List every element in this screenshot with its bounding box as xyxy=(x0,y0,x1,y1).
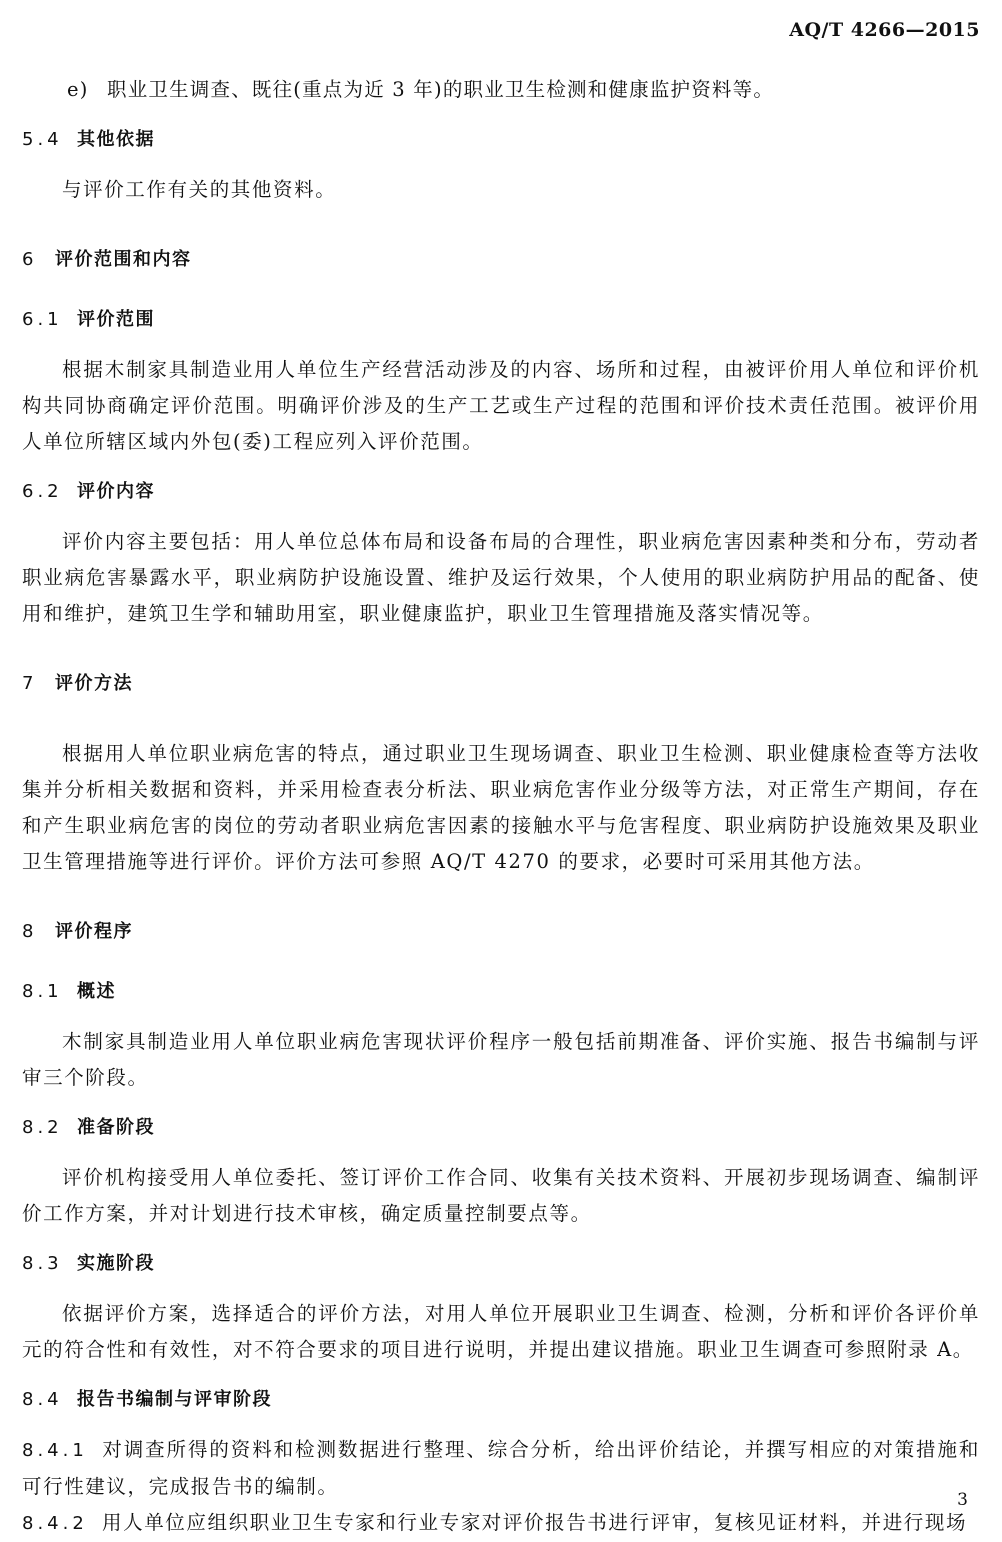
section-number: 5.4 xyxy=(22,129,63,150)
section-number: 8.3 xyxy=(22,1253,63,1274)
paragraph-7: 根据用人单位职业病危害的特点，通过职业卫生现场调查、职业卫生检测、职业健康检查等方法收集并分析相关数据和资料，并采用检查表分析法、职业病危害作业分级等方法，对正常生产期间，存在和产生职业病危害的岗位的劳动者职业病危害因素的接触水平与危害程度、职业病防护设施效果及职业卫生管理措施等进行评价。评价方法可参照 AQ/T 4270 的要求，必要时可采用其他方法。 xyxy=(22,742,980,873)
section-number: 6 xyxy=(22,249,38,270)
paragraph-8-3: 依据评价方案，选择适合的评价方法，对用人单位开展职业卫生调查、检测，分析和评价各评价单元的符合性和有效性，对不符合要求的项目进行说明，并提出建议措施。职业卫生调查可参照附录 A。 xyxy=(22,1302,980,1361)
clause-text: 用人单位应组织职业卫生专家和行业专家对评价报告书进行评审，复核见证材料，并进行现场 xyxy=(102,1511,968,1534)
section-title: 实施阶段 xyxy=(77,1253,155,1274)
standard-code-header: AQ/T 4266—2015 xyxy=(789,19,980,41)
section-heading-6-1 xyxy=(22,302,980,338)
section-title: 评价程序 xyxy=(55,921,133,942)
paragraph-6-2: 评价内容主要包括：用人单位总体布局和设备布局的合理性，职业病危害因素种类和分布，劳动者职业病危害暴露水平，职业病防护设施设置、维护及运行效果，个人使用的职业病防护用品的配备、使用和维护，建筑卫生学和辅助用室，职业健康监护，职业卫生管理措施及落实情况等。 xyxy=(22,530,980,625)
section-number: 8.4 xyxy=(22,1389,63,1410)
list-item-e xyxy=(22,72,980,108)
section-title: 评价方法 xyxy=(55,673,133,694)
section-number: 8.2 xyxy=(22,1117,63,1138)
section-heading-8-1 xyxy=(22,974,980,1010)
section-heading-8 xyxy=(22,914,980,950)
section-title: 评价内容 xyxy=(77,481,155,502)
section-number: 8 xyxy=(22,921,38,942)
section-title: 报告书编制与评审阶段 xyxy=(77,1389,272,1410)
section-heading-6 xyxy=(22,242,980,278)
section-title: 其他依据 xyxy=(77,129,155,150)
section-number: 7 xyxy=(22,673,38,694)
section-heading-5-4 xyxy=(22,122,980,158)
clause-8-4-2 xyxy=(22,1505,980,1542)
clause-number: 8.4.2 xyxy=(22,1513,88,1534)
list-marker: e) xyxy=(67,78,89,101)
section-number: 8.1 xyxy=(22,981,63,1002)
page-number: 3 xyxy=(957,1490,968,1510)
section-title: 评价范围 xyxy=(77,309,155,330)
paragraph-5-4: 与评价工作有关的其他资料。 xyxy=(62,178,337,201)
list-item-text: 职业卫生调查、既往(重点为近 3 年)的职业卫生检测和健康监护资料等。 xyxy=(107,78,775,101)
section-heading-8-3 xyxy=(22,1246,980,1282)
section-title: 评价范围和内容 xyxy=(55,249,192,270)
paragraph-6-1: 根据木制家具制造业用人单位生产经营活动涉及的内容、场所和过程，由被评价用人单位和评价机构共同协商确定评价范围。明确评价涉及的生产工艺或生产过程的范围和评价技术责任范围。被评价用人单位所辖区域内外包(委)工程应列入评价范围。 xyxy=(22,358,980,453)
section-heading-6-2 xyxy=(22,474,980,510)
clause-text: 对调查所得的资料和检测数据进行整理、综合分析，给出评价结论，并撰写相应的对策措施和可行性建议，完成报告书的编制。 xyxy=(22,1438,980,1498)
section-title: 准备阶段 xyxy=(77,1117,155,1138)
document-body xyxy=(22,72,980,1542)
clause-number: 8.4.1 xyxy=(22,1440,88,1461)
paragraph-8-1: 木制家具制造业用人单位职业病危害现状评价程序一般包括前期准备、评价实施、报告书编制与评审三个阶段。 xyxy=(22,1030,980,1089)
section-title: 概述 xyxy=(77,981,116,1002)
section-heading-8-2 xyxy=(22,1110,980,1146)
section-heading-8-4 xyxy=(22,1382,980,1418)
paragraph-8-2: 评价机构接受用人单位委托、签订评价工作合同、收集有关技术资料、开展初步现场调查、编制评价工作方案，并对计划进行技术审核，确定质量控制要点等。 xyxy=(22,1166,980,1225)
section-heading-7 xyxy=(22,666,980,702)
clause-8-4-1 xyxy=(22,1432,980,1505)
section-number: 6.2 xyxy=(22,481,63,502)
section-number: 6.1 xyxy=(22,309,63,330)
